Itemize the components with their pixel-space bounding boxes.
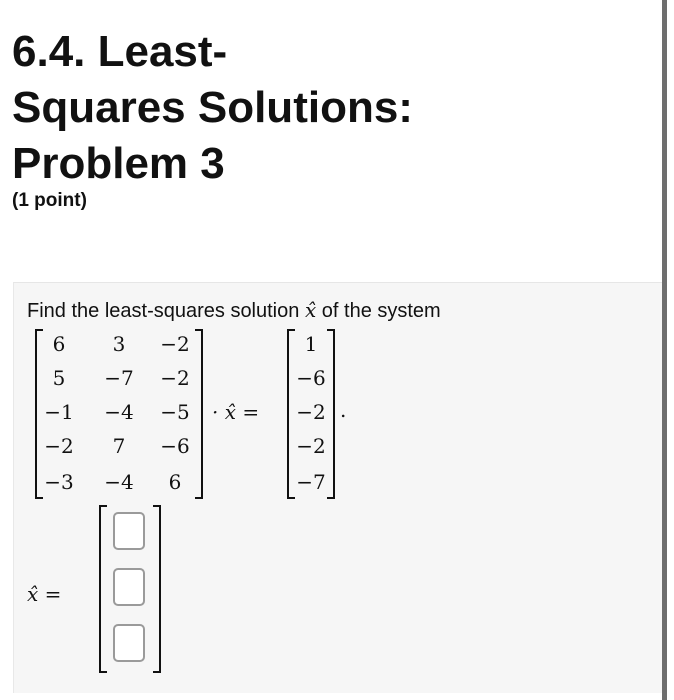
title-line-3: Problem 3 <box>12 139 225 188</box>
answer-input-3[interactable] <box>113 624 145 662</box>
prompt-prefix: Find the least-squares solution <box>27 300 300 322</box>
dot-x-equals: · x̂ = <box>212 400 260 424</box>
problem-prompt <box>27 298 441 323</box>
answer-input-1[interactable] <box>113 512 145 550</box>
answer-right-bracket <box>151 505 163 673</box>
matrix-a-cell: 7 <box>112 434 126 458</box>
matrix-a-cell: −2 <box>160 366 190 390</box>
period: . <box>340 398 347 422</box>
title-line-2: Squares Solutions: <box>12 83 413 132</box>
x-hat-symbol: x̂ <box>304 298 317 322</box>
points-label: (1 point) <box>12 190 87 211</box>
matrix-a-cell: −6 <box>160 434 190 458</box>
answer-label: x̂ = <box>27 582 62 606</box>
matrix-a-cell: −5 <box>160 400 190 424</box>
matrix-a-cell: 3 <box>112 332 126 356</box>
vector-b-cell: 1 <box>304 332 318 356</box>
matrix-a-cell: −2 <box>44 434 74 458</box>
vector-b-cell: −2 <box>296 400 326 424</box>
page-title <box>12 24 413 192</box>
vector-b-cell: −6 <box>296 366 326 390</box>
vector-b-cell: −2 <box>296 434 326 458</box>
matrix-a-cell: −7 <box>104 366 134 390</box>
title-line-1: 6.4. Least- <box>12 27 228 76</box>
answer-input-2[interactable] <box>113 568 145 606</box>
matrix-a-cell: −1 <box>44 400 74 424</box>
matrix-a-cell: −4 <box>104 470 134 494</box>
vector-b-cell: −7 <box>296 470 326 494</box>
prompt-suffix: of the system <box>321 300 441 322</box>
matrix-a-cell: −4 <box>104 400 134 424</box>
matrix-a-cell: 6 <box>52 332 66 356</box>
matrix-a-cell: 6 <box>168 470 182 494</box>
matrix-a-cell: 5 <box>52 366 66 390</box>
matrix-a-cell: −3 <box>44 470 74 494</box>
answer-left-bracket <box>97 505 109 673</box>
window-right-border <box>662 0 667 700</box>
matrix-a-cell: −2 <box>160 332 190 356</box>
